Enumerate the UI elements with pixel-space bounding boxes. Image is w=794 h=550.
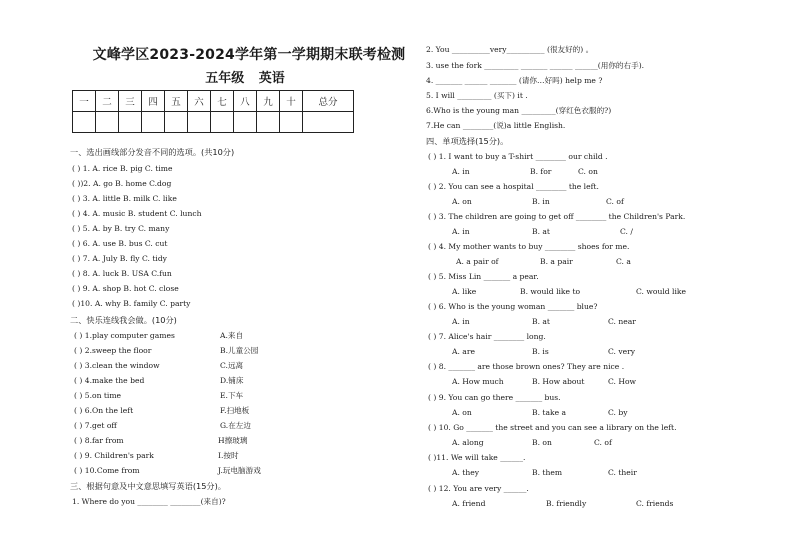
mc-option: A. How much: [452, 377, 504, 386]
score-col-5: 五: [165, 91, 188, 112]
mc-option: C. How: [608, 377, 637, 386]
section3-question: 7.He can ________(说)a little English.: [426, 121, 566, 130]
score-col-1: 一: [73, 91, 96, 112]
match-right-item: I.按时: [218, 451, 239, 460]
match-left-item: ( ) 2.sweep the floor: [74, 346, 152, 355]
match-right-item: A.来自: [220, 331, 244, 340]
score-col-6: 六: [188, 91, 211, 112]
section3-question: 4. _______ ______ _______ (请你…好吗) help me ?: [426, 76, 603, 85]
match-right-item: D.铺床: [220, 376, 244, 385]
mc-option: A. along: [452, 438, 484, 447]
mc-option: B. at: [532, 227, 550, 236]
section3-question: 5. I will _________ (买下) it .: [426, 91, 528, 100]
score-cell: [165, 112, 188, 133]
score-cell: [257, 112, 280, 133]
score-col-4: 四: [142, 91, 165, 112]
mc-option: C. of: [606, 197, 624, 206]
mc-option: C. of: [594, 438, 612, 447]
mc-option: A. like: [452, 287, 477, 296]
section4-heading: 四、单项选择(15分)。: [426, 136, 509, 146]
mc-option: C. on: [578, 167, 598, 176]
mc-option: C. by: [608, 408, 628, 417]
mc-question: ( ) 3. The children are going to get off ________ the Children's Park.: [428, 212, 686, 221]
mc-option: A. on: [452, 408, 472, 417]
mc-question: ( ) 10. Go _______ the street and you can see a library on the left.: [428, 423, 677, 432]
match-right-item: G.在左边: [220, 421, 251, 430]
score-cell-total: [303, 112, 354, 133]
match-left-item: ( ) 3.clean the window: [74, 361, 160, 370]
mc-question: ( ) 4. My mother wants to buy ________ shoes for me.: [428, 242, 630, 251]
mc-option: A. in: [452, 317, 470, 326]
match-left-item: ( ) 8.far from: [74, 436, 124, 445]
mc-option: C. friends: [636, 499, 674, 508]
score-col-8: 八: [234, 91, 257, 112]
score-col-9: 九: [257, 91, 280, 112]
score-table: [72, 90, 354, 133]
mc-option: A. friend: [452, 499, 486, 508]
mc-option: B. would like to: [520, 287, 581, 296]
mc-option: B. in: [532, 197, 550, 206]
mc-question: ( ) 9. You can go there _______ bus.: [428, 393, 561, 402]
section1-item: ( ) 4. A. music B. student C. lunch: [72, 209, 202, 218]
mc-option: B. a pair: [540, 257, 573, 266]
mc-option: C. /: [620, 227, 633, 236]
score-cell: [119, 112, 142, 133]
mc-option: C. very: [608, 347, 636, 356]
section1-item: ( ) 1. A. rice B. pig C. time: [72, 164, 173, 173]
match-left-item: ( ) 9. Children's park: [74, 451, 154, 460]
match-right-item: J.玩电脑游戏: [218, 466, 261, 475]
score-cell: [96, 112, 119, 133]
mc-option: C. a: [616, 257, 631, 266]
match-left-item: ( ) 4.make the bed: [74, 376, 145, 385]
match-right-item: F.扫地板: [220, 406, 250, 415]
mc-option: A. a pair of: [456, 257, 499, 266]
mc-option: A. in: [452, 167, 470, 176]
section1-item: ( ) 6. A. use B. bus C. cut: [72, 239, 168, 248]
mc-option: B. is: [532, 347, 549, 356]
match-left-item: ( ) 5.on time: [74, 391, 122, 400]
mc-option: A. on: [452, 197, 472, 206]
match-right-item: C.远离: [220, 361, 244, 370]
section1-item: ( ) 5. A. by B. try C. many: [72, 224, 170, 233]
score-cell: [234, 112, 257, 133]
match-left-item: ( ) 6.On the left: [74, 406, 134, 415]
mc-option: B. How about: [532, 377, 585, 386]
section3-question-1: 1. Where do you ________ ________(来自)?: [72, 497, 226, 506]
mc-option: B. take a: [532, 408, 567, 417]
mc-option: B. at: [532, 317, 550, 326]
section1-heading: 一、选出画线部分发音不同的选项。(共10分): [70, 147, 235, 157]
match-left-item: ( ) 10.Come from: [74, 466, 140, 475]
exam-subtitle: 五年级 英语: [205, 71, 285, 86]
mc-question: ( ) 5. Miss Lin _______ a pear.: [428, 272, 539, 281]
mc-question: ( ) 2. You can see a hospital ________ the left.: [428, 182, 599, 191]
score-cell: [73, 112, 96, 133]
score-table-blank-row: [73, 112, 354, 133]
score-cell: [280, 112, 303, 133]
mc-question: ( ) 6. Who is the young woman _______ blue?: [428, 302, 598, 311]
match-left-item: ( ) 7.get off: [74, 421, 117, 430]
match-left-item: ( ) 1.play computer games: [74, 331, 175, 340]
mc-option: B. them: [532, 468, 563, 477]
mc-option: B. friendly: [546, 499, 587, 508]
score-cell: [211, 112, 234, 133]
match-right-item: B.儿童公园: [220, 346, 259, 355]
section1-item: ( )10. A. why B. family C. party: [72, 299, 191, 308]
mc-question: ( ) 12. You are very ______.: [428, 484, 529, 493]
section3-question: 6.Who is the young man _________(穿红色衣服的?): [426, 106, 612, 115]
mc-option: B. on: [532, 438, 552, 447]
section1-item: ( ) 7. A. July B. fly C. tidy: [72, 254, 167, 263]
mc-question: ( ) 8. _______ are those brown ones? They are nice .: [428, 362, 625, 371]
section1-item: ( ) 3. A. little B. milk C. like: [72, 194, 177, 203]
section1-item: ( ))2. A. go B. home C.dog: [72, 179, 172, 188]
section1-item: ( ) 8. A. luck B. USA C.fun: [72, 269, 172, 278]
mc-option: A. they: [452, 468, 480, 477]
mc-question: ( ) 7. Alice's hair ________ long.: [428, 332, 546, 341]
section1-item: ( ) 9. A. shop B. hot C. close: [72, 284, 179, 293]
mc-option: A. are: [452, 347, 475, 356]
score-col-7: 七: [211, 91, 234, 112]
mc-question: ( )11. We will take ______.: [428, 453, 526, 462]
section3-question: 2. You __________very__________ (很友好的) 。: [426, 45, 594, 54]
match-right-item: E.下车: [220, 391, 244, 400]
score-cell: [188, 112, 211, 133]
mc-option: A. in: [452, 227, 470, 236]
mc-option: C. would like: [636, 287, 686, 296]
match-right-item: H擦玻璃: [218, 436, 248, 445]
score-col-3: 三: [119, 91, 142, 112]
score-cell: [142, 112, 165, 133]
mc-option: B. for: [530, 167, 552, 176]
score-table-header-row: [73, 91, 354, 112]
score-col-10: 十: [280, 91, 303, 112]
mc-question: ( ) 1. I want to buy a T-shirt ________ our child .: [428, 152, 608, 161]
section2-heading: 二、快乐连线我会做。(10分): [70, 315, 177, 325]
section3-heading: 三、根据句意及中文意思填写英语(15分)。: [70, 481, 226, 491]
mc-option: C. their: [608, 468, 637, 477]
exam-title: 文峰学区2023-2024学年第一学期期末联考检测: [92, 47, 406, 63]
score-col-2: 二: [96, 91, 119, 112]
mc-option: C. near: [608, 317, 636, 326]
score-col-total: 总分: [303, 91, 354, 112]
section3-question: 3. use the fork _________ _______ ______ ______(用你的右手).: [426, 61, 645, 70]
